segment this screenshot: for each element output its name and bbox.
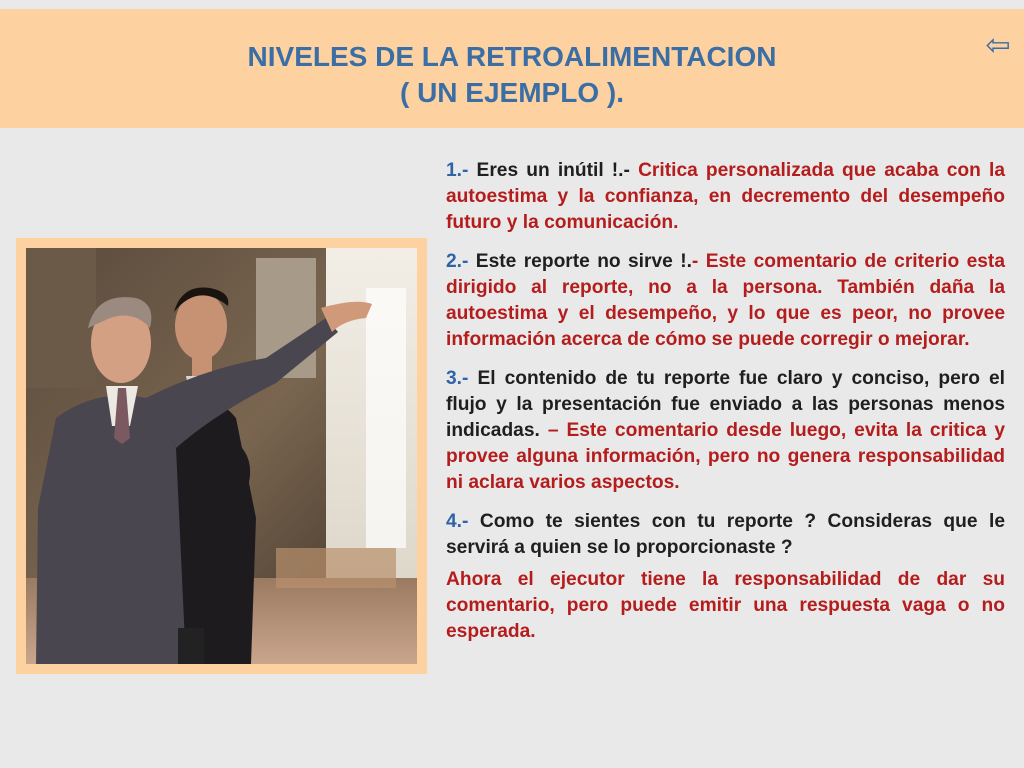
item-note: Ahora el ejecutor tiene la responsabilidad de dar su comentario, pero puede emitir una respuesta vaga o no esperada. — [446, 569, 1005, 642]
item-note: - Este comentario de criterio esta dirigido al reporte, no a la persona. También daña la autoestima y el desempeño, y lo que es peor, no provee información acerca de cómo se puede corregir o mejorar. — [446, 251, 1005, 350]
title-line-2: ( UN EJEMPLO ). — [399, 77, 624, 108]
item-phrase: Como te sientes con tu reporte ? Consideras que le servirá a quien se lo proporcionaste ? — [446, 511, 1005, 558]
item-note: – Este comentario desde luego, evita la critica y provee alguna información, pero no genera responsabilidad ni aclara varios aspectos. — [446, 420, 1005, 493]
list-item — [446, 366, 1005, 496]
item-number: 2.- — [446, 251, 469, 272]
top-strip — [0, 0, 1024, 9]
list-item — [446, 509, 1005, 561]
list-item — [446, 249, 1005, 353]
list-item — [446, 158, 1005, 236]
item-phrase: Eres un inútil !.- — [476, 160, 630, 181]
item-note: Critica personalizada que acaba con la autoestima y la confianza, en decremento del desempeño futuro y la comunicación. — [446, 160, 1006, 233]
back-arrow-icon[interactable]: ⇦ — [985, 29, 1011, 62]
item-number: 1.- — [446, 160, 469, 181]
item-number: 4.- — [446, 511, 469, 532]
slide-title — [0, 39, 1024, 111]
businessmen-photo — [26, 248, 417, 664]
title-line-1: NIVELES DE LA RETROALIMENTACION — [247, 41, 777, 72]
item-number: 3.- — [446, 368, 469, 389]
item-phrase: Este reporte no sirve !. — [475, 251, 692, 272]
item-phrase: El contenido de tu reporte fue claro y conciso, pero el flujo y la presentación fue enviado a las personas menos indicadas. — [446, 368, 1005, 441]
feedback-levels-list — [446, 158, 1005, 645]
photo-frame — [16, 238, 427, 674]
slide-header — [0, 9, 1024, 128]
